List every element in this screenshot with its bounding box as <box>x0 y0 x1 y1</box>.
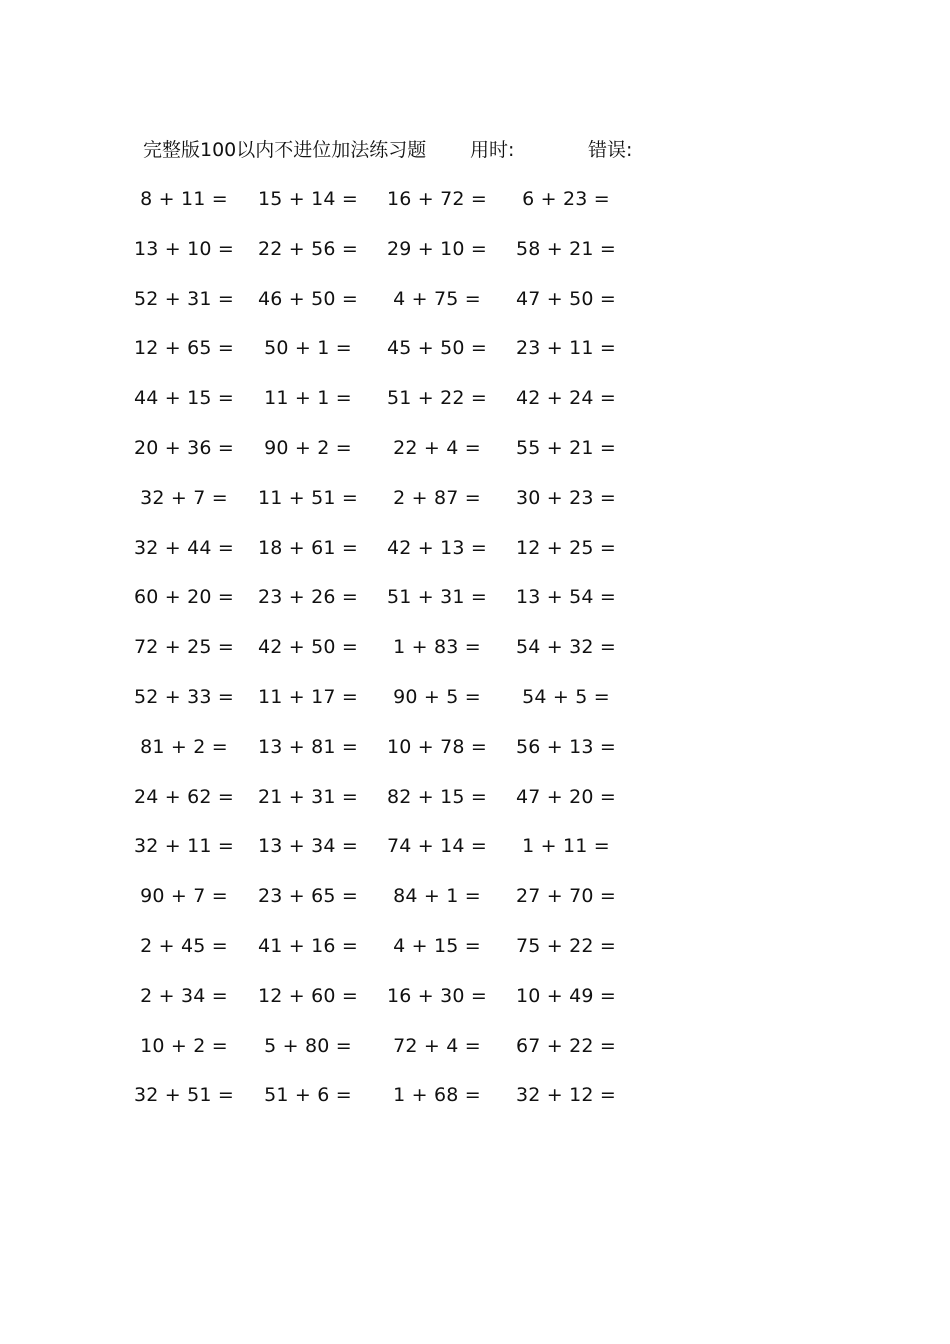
problem-row <box>0 931 950 961</box>
problem-item: 4 + 15 = <box>393 935 481 957</box>
problem-item: 2 + 34 = <box>140 984 228 1007</box>
problem-item: 1 + 83 = <box>393 636 481 659</box>
problem-item: 24 + 62 = <box>133 785 235 808</box>
problem-item: 54 + 5 = <box>522 686 610 708</box>
problem-item: 41 + 16 = <box>257 935 359 957</box>
problem-item: 2 + 45 = <box>140 935 228 957</box>
problem-row <box>0 981 950 1011</box>
problem-item: 50 + 1 = <box>264 337 352 360</box>
problem-item: 1 + 68 = <box>393 1084 481 1107</box>
problem-item: 22 + 4 = <box>393 437 481 459</box>
problem-item: 12 + 65 = <box>133 337 235 360</box>
problem-item: 47 + 50 = <box>515 287 617 310</box>
problem-row <box>0 632 950 662</box>
problem-item: 32 + 51 = <box>133 1084 235 1107</box>
problem-row <box>0 533 950 563</box>
problem-item: 90 + 2 = <box>264 437 352 459</box>
problem-item: 51 + 6 = <box>264 1084 352 1107</box>
problem-item: 32 + 7 = <box>140 486 228 509</box>
problem-row <box>0 732 950 762</box>
problem-row <box>0 333 950 363</box>
problem-item: 10 + 2 = <box>140 1034 228 1057</box>
problem-item: 52 + 33 = <box>133 686 235 708</box>
problem-item: 46 + 50 = <box>257 287 359 310</box>
error-label: 错误: <box>588 139 633 161</box>
problem-item: 18 + 61 = <box>257 536 359 559</box>
problem-item: 23 + 65 = <box>257 885 359 908</box>
problem-item: 32 + 12 = <box>515 1084 617 1107</box>
problem-item: 55 + 21 = <box>515 437 617 459</box>
problem-item: 58 + 21 = <box>515 237 617 260</box>
problem-item: 12 + 60 = <box>257 984 359 1007</box>
problem-item: 52 + 31 = <box>133 287 235 310</box>
problem-item: 27 + 70 = <box>515 885 617 908</box>
problem-row <box>0 483 950 513</box>
problem-item: 67 + 22 = <box>515 1034 617 1057</box>
problem-item: 16 + 30 = <box>386 984 488 1007</box>
problem-item: 23 + 26 = <box>257 586 359 609</box>
problem-item: 32 + 44 = <box>133 536 235 559</box>
worksheet-title: 完整版100以内不进位加法练习题 <box>143 139 427 161</box>
problem-item: 13 + 10 = <box>133 237 235 260</box>
problem-row <box>0 682 950 712</box>
problem-item: 81 + 2 = <box>140 735 228 758</box>
problem-item: 22 + 56 = <box>257 237 359 260</box>
problem-item: 84 + 1 = <box>393 885 481 908</box>
problem-item: 11 + 51 = <box>257 486 359 509</box>
problem-item: 90 + 7 = <box>140 885 228 908</box>
problem-item: 6 + 23 = <box>522 188 610 210</box>
problem-item: 13 + 81 = <box>257 735 359 758</box>
problem-item: 42 + 50 = <box>257 636 359 659</box>
problem-item: 72 + 25 = <box>133 636 235 659</box>
problem-item: 60 + 20 = <box>133 586 235 609</box>
problem-item: 74 + 14 = <box>386 835 488 858</box>
problem-row <box>0 234 950 264</box>
problem-item: 10 + 49 = <box>515 984 617 1007</box>
problem-item: 10 + 78 = <box>386 735 488 758</box>
problem-item: 21 + 31 = <box>257 785 359 808</box>
problem-item: 5 + 80 = <box>264 1034 352 1057</box>
problem-row <box>0 284 950 314</box>
problem-row <box>0 1031 950 1061</box>
problem-item: 29 + 10 = <box>386 237 488 260</box>
problem-row <box>0 582 950 612</box>
problem-item: 82 + 15 = <box>386 785 488 808</box>
problem-row <box>0 383 950 413</box>
problem-item: 11 + 17 = <box>257 686 359 708</box>
problem-item: 72 + 4 = <box>393 1034 481 1057</box>
problem-item: 2 + 87 = <box>393 486 481 509</box>
problem-item: 23 + 11 = <box>515 337 617 360</box>
problem-item: 47 + 20 = <box>515 785 617 808</box>
problem-item: 11 + 1 = <box>264 387 352 410</box>
problem-item: 51 + 22 = <box>386 387 488 410</box>
problem-item: 30 + 23 = <box>515 486 617 509</box>
problem-row <box>0 184 950 214</box>
problem-row <box>0 433 950 463</box>
problem-row <box>0 782 950 812</box>
problem-item: 20 + 36 = <box>133 437 235 459</box>
problem-row <box>0 831 950 861</box>
problem-item: 32 + 11 = <box>133 835 235 858</box>
problem-item: 16 + 72 = <box>386 188 488 210</box>
time-label: 用时: <box>470 139 515 161</box>
problem-item: 12 + 25 = <box>515 536 617 559</box>
problem-item: 44 + 15 = <box>133 387 235 410</box>
problem-item: 51 + 31 = <box>386 586 488 609</box>
problem-item: 56 + 13 = <box>515 735 617 758</box>
problem-item: 75 + 22 = <box>515 935 617 957</box>
problem-row <box>0 1080 950 1110</box>
problem-item: 90 + 5 = <box>393 686 481 708</box>
problem-item: 15 + 14 = <box>257 188 359 210</box>
problem-item: 13 + 34 = <box>257 835 359 858</box>
problem-item: 1 + 11 = <box>522 835 610 858</box>
problem-row <box>0 881 950 911</box>
problem-item: 54 + 32 = <box>515 636 617 659</box>
problem-item: 8 + 11 = <box>140 188 228 210</box>
problem-item: 42 + 13 = <box>386 536 488 559</box>
problem-item: 13 + 54 = <box>515 586 617 609</box>
problem-item: 4 + 75 = <box>393 287 481 310</box>
problem-item: 45 + 50 = <box>386 337 488 360</box>
problem-item: 42 + 24 = <box>515 387 617 410</box>
